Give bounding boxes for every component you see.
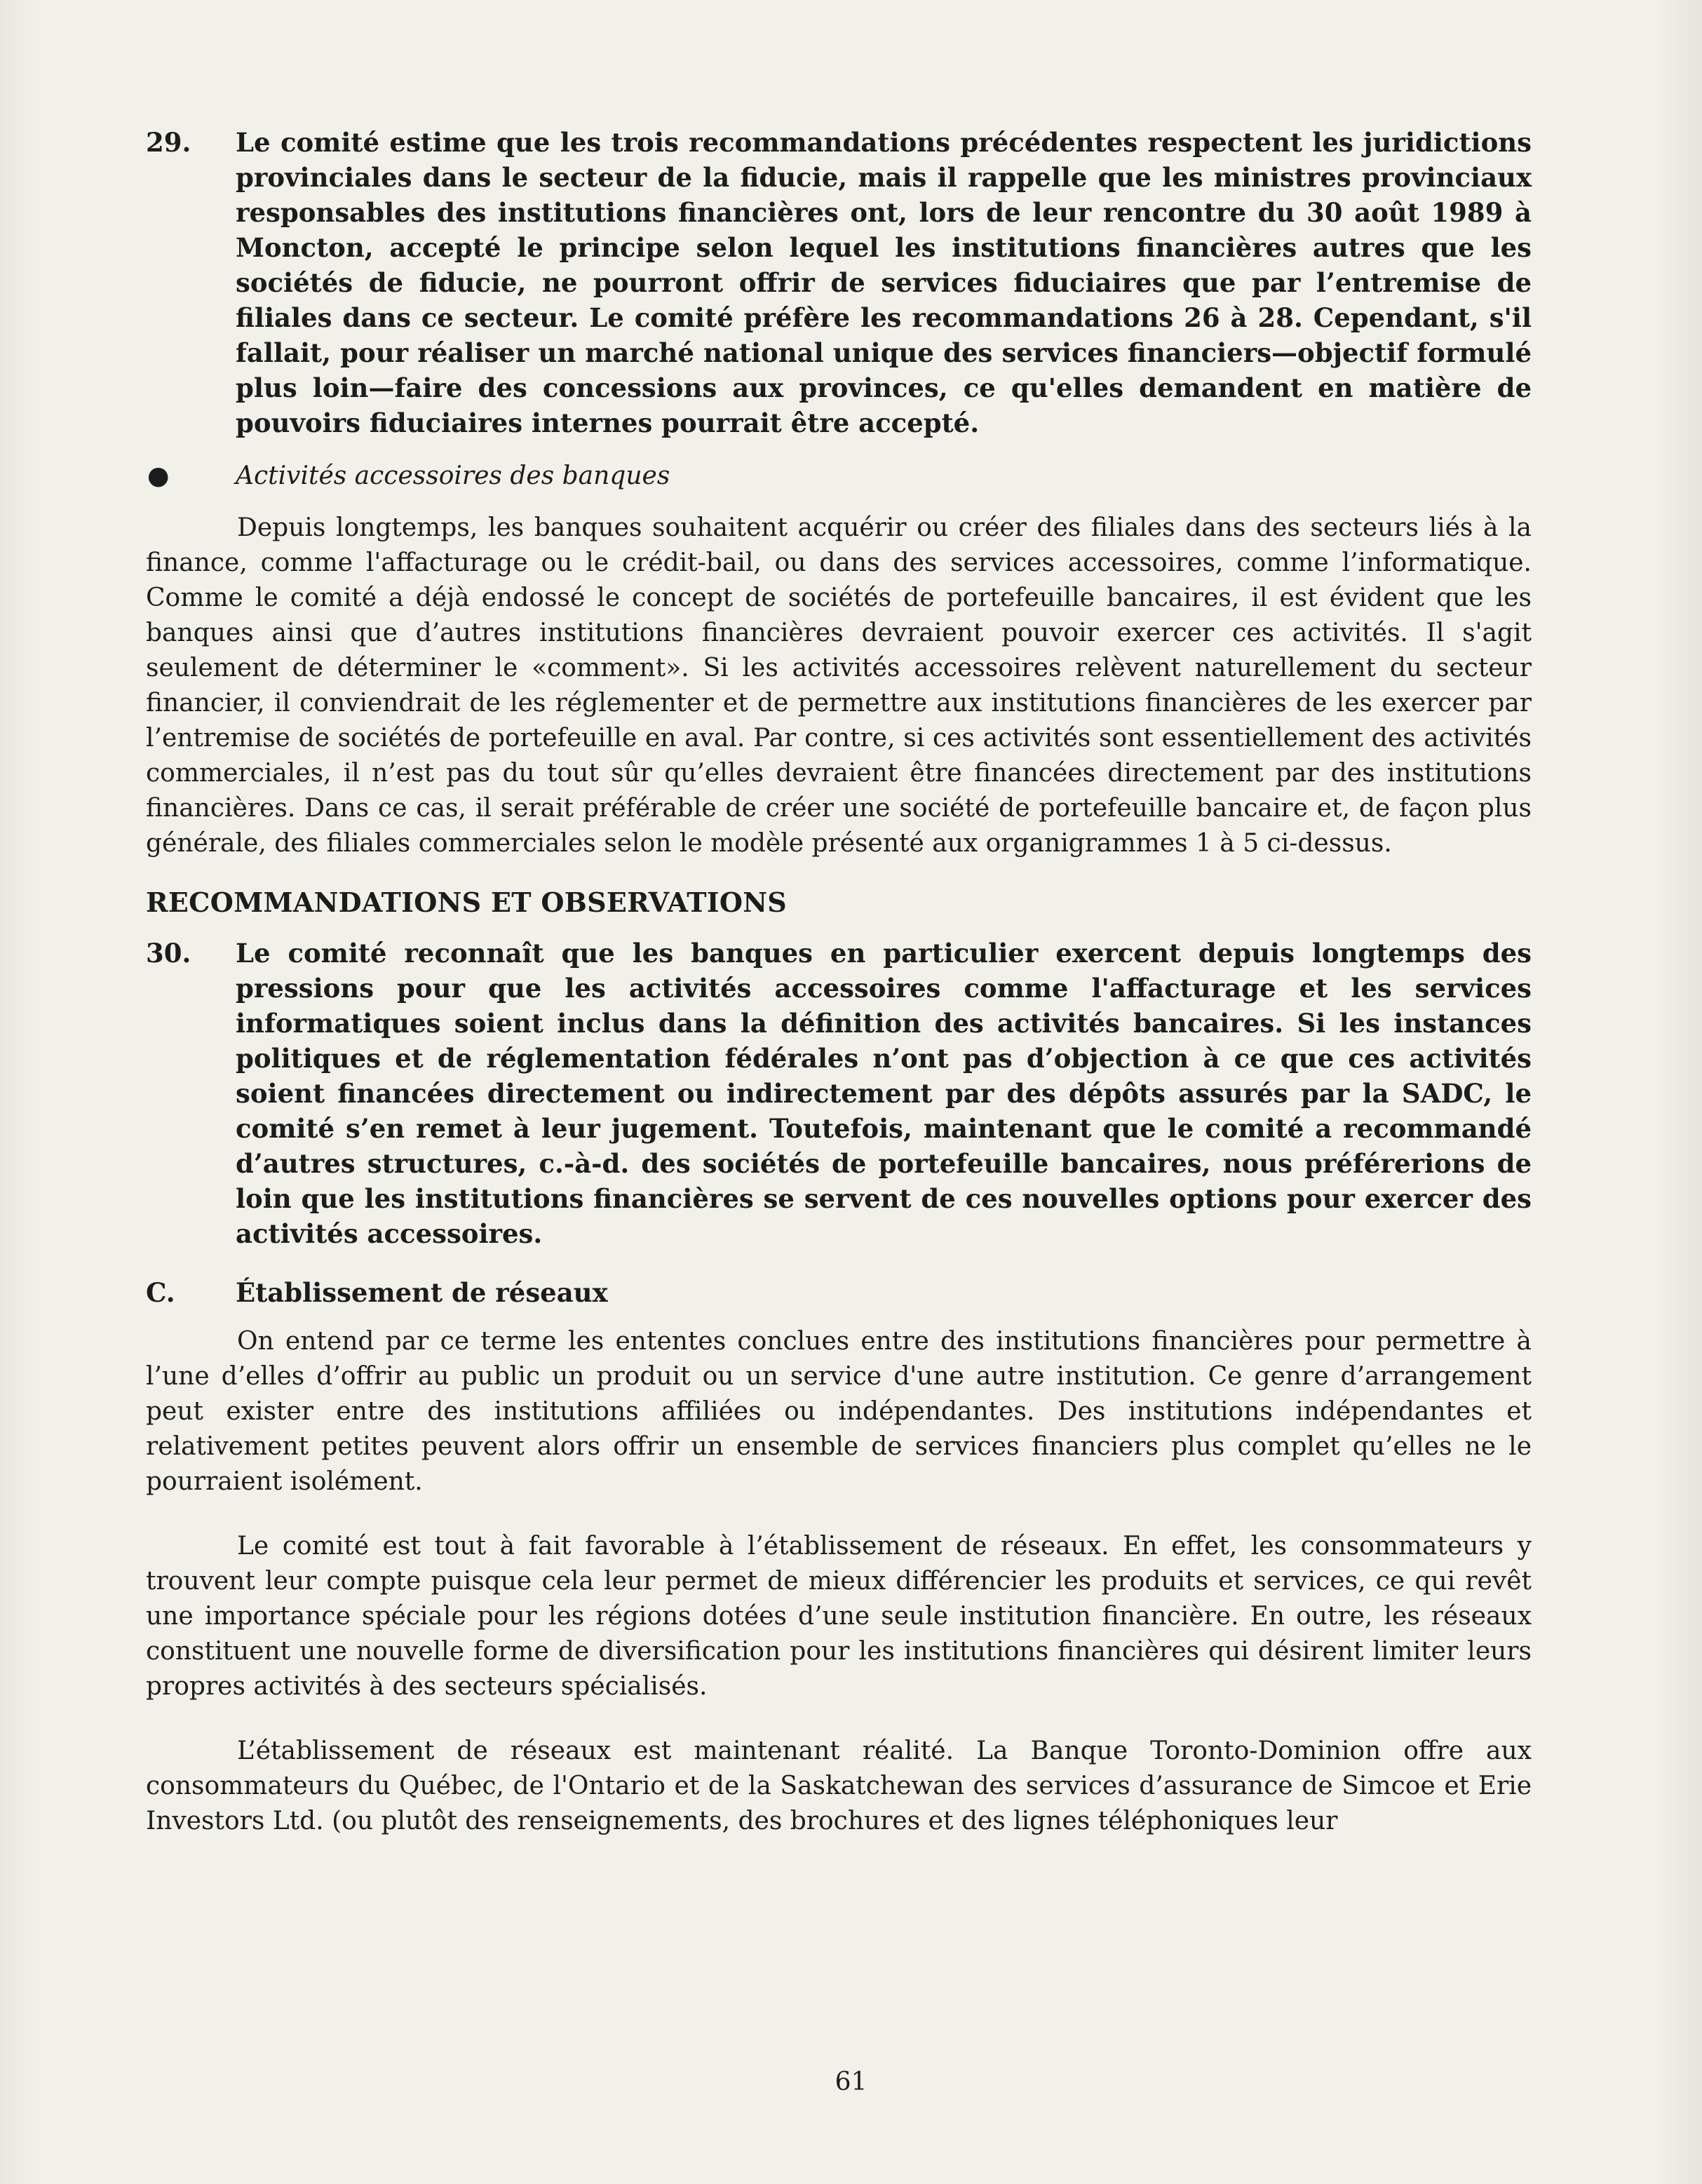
subsection-heading bbox=[146, 1275, 1532, 1310]
recommendation-29 bbox=[146, 125, 1532, 440]
paragraph-spacer bbox=[146, 1704, 1532, 1734]
bullet-icon: ● bbox=[147, 461, 170, 490]
recommendation-number: 29. bbox=[146, 127, 191, 158]
recommendation-text: Le comité estime que les trois recommandations précédentes respectent les juridictions provinciales dans le secteur de la fiducie, mais il rappelle que les ministres provinciaux responsables des institutions financières ont, lors de leur rencontre du 30 août 1989 à Moncton, accepté le principe selon lequel les institutions financières autres que les sociétés de fiducie, ne pourront offrir de services fiduciaires que par l’entremise de filiales dans ce secteur. Le comité préfère les recommandations 26 à 28. Cependant, s'il fallait, pour réaliser un marché national unique des services financiers—objectif formulé plus loin—faire des concessions aux provinces, ce qu'elles demandent en matière de pouvoirs fiduciaires internes pourrait être accepté. bbox=[236, 127, 1532, 438]
bullet-heading-text: Activités accessoires des banques bbox=[236, 461, 670, 490]
paragraph-activites-accessoires: Depuis longtemps, les banques souhaitent acquérir ou créer des filiales dans des secteurs liés à la finance, comme l'affacturage ou le crédit-bail, ou dans des services accessoires, comme l’informatique. Comme le comité a déjà endossé le concept de sociétés de portefeuille bancaires, il est évident que les banques ainsi que d’autres institutions financières devraient pouvoir exercer ces activités. Il s'agit seulement de déterminer le «comment». Si les activités accessoires relèvent naturellement du secteur financier, il conviendrait de les réglementer et de permettre aux institutions financières de les exercer par l’entremise de sociétés de portefeuille en aval. Par contre, si ces activités sont essentiellement des activités commerciales, il n’est pas du tout sûr qu’elles devraient être financées directement par des institutions financières. Dans ce cas, il serait préférable de créer une société de portefeuille bancaire et, de façon plus générale, des filiales commerciales selon le modèle présenté aux organigrammes 1 à 5 ci-dessus. bbox=[146, 513, 1532, 858]
subsection-title: Établissement de réseaux bbox=[236, 1277, 608, 1308]
paragraph-reseaux-1: On entend par ce terme les ententes conclues entre des institutions financières pour permettre à l’une d’elles d’offrir au public un produit ou un service d'une autre institution. Ce genre d’arrangement peut exister entre des institutions affiliées ou indépendantes. Des institutions indépendantes et relativement petites peuvent alors offrir un ensemble de services financiers plus complet qu’elles ne le pourraient isolément. bbox=[146, 1327, 1532, 1496]
paragraph-spacer bbox=[146, 1499, 1532, 1529]
section-heading: RECOMMANDATIONS ET OBSERVATIONS bbox=[146, 887, 788, 918]
paragraph-reseaux-3: L’établissement de réseaux est maintenant réalité. La Banque Toronto-Dominion offre aux consommateurs du Québec, de l'Ontario et de la Saskatchewan des services d’assurance de Simcoe et Erie Investors Ltd. (ou plutôt des renseignements, des brochures et des lignes téléphoniques leur bbox=[146, 1737, 1532, 1835]
recommendation-30 bbox=[146, 936, 1532, 1251]
bullet-heading bbox=[146, 459, 1532, 494]
page-content bbox=[146, 125, 1532, 1839]
paragraph-reseaux-2: Le comité est tout à fait favorable à l’établissement de réseaux. En effet, les consommateurs y trouvent leur compte puisque cela leur permet de mieux différencier les produits et services, ce qui revêt une importance spéciale pour les régions dotées d’une seule institution financière. En outre, les réseaux constituent une nouvelle forme de diversification pour les institutions financières qui désirent limiter leurs propres activités à des secteurs spécialisés. bbox=[146, 1532, 1532, 1701]
page-number: 61 bbox=[835, 2068, 867, 2096]
subsection-letter: C. bbox=[146, 1277, 175, 1308]
recommendation-number: 30. bbox=[146, 938, 191, 969]
recommendation-text: Le comité reconnaît que les banques en particulier exercent depuis longtemps des pressions pour que les activités accessoires comme l'affacturage et les services informatiques soient inclus dans la définition des activités bancaires. Si les instances politiques et de réglementation fédérales n’ont pas d’objection à ce que ces activités soient financées directement ou indirectement par des dépôts assurés par la SADC, le comité s’en remet à leur jugement. Toutefois, maintenant que le comité a recommandé d’autres structures, c.-à-d. des sociétés de portefeuille bancaires, nous préférerions de loin que les institutions financières se servent de ces nouvelles options pour exercer des activités accessoires. bbox=[236, 938, 1532, 1249]
